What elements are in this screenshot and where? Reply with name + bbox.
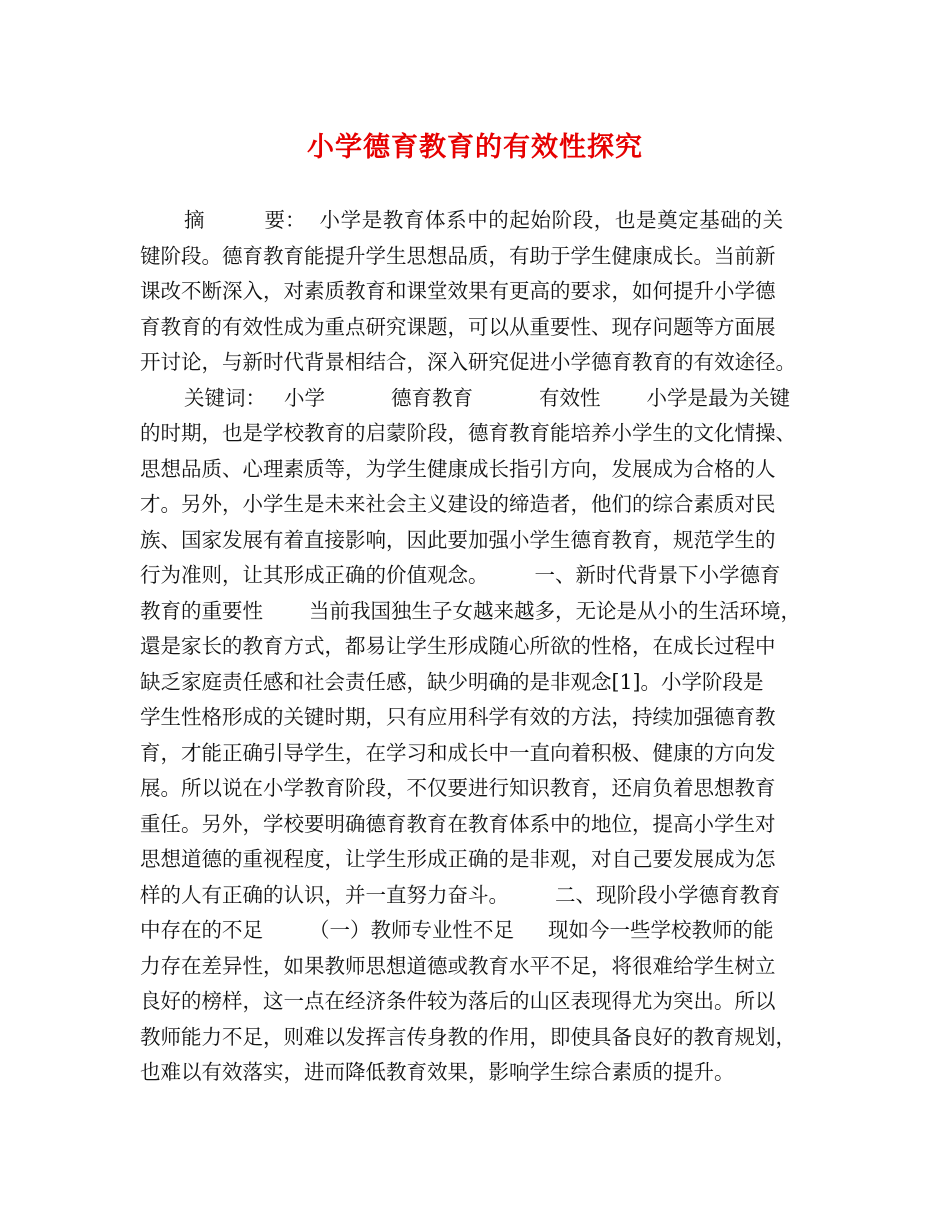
text-line: 力存在差异性，如果教师思想道德或教育水平不足，将很难给学生树立	[140, 953, 776, 978]
text-line: 才。另外，小学生是未来社会主义建设的缔造者，他们的综合素质对民	[140, 492, 776, 516]
text-line: 族、国家发展有着直接影响，因此要加强小学生德育教育，规范学生的	[140, 527, 776, 552]
text-line: 学生性格形成的关键时期，只有应用科学有效的方法，持续加强德育教	[140, 705, 776, 729]
text-segment: 样的人有正确的认识，并一直努力奋斗。	[140, 882, 509, 907]
text-segment: 行为准则，让其形成正确的价值观念。	[140, 563, 489, 587]
keyword: 小学	[284, 385, 325, 410]
text-line: 也难以有效落实，进而降低教育效果，影响学生综合素质的提升。	[140, 1060, 735, 1084]
abstract-label-2: 要：	[264, 208, 306, 232]
document-title: 小学德育教育的有效性探究	[307, 132, 643, 163]
keyword: 有效性	[539, 385, 601, 410]
text-line: 育教育的有效性成为重点研究课题，可以从重要性、现存问题等方面展	[140, 314, 776, 339]
keyword: 德育教育	[391, 385, 473, 410]
text-line: 重任。另外，学校要明确德育教育在教育体系中的地位，提高小学生对	[140, 811, 776, 836]
section-heading: 一、新时代背景下小学德育	[534, 563, 781, 587]
text-line: 小学是教育体系中的起始阶段，也是奠定基础的关	[319, 208, 784, 232]
section-heading: 教育的重要性	[140, 598, 263, 623]
text-segment: 当前我国独生子女越来越多，无论是从小的生活环境，	[309, 598, 801, 623]
keywords-tail: 小学是最为关键	[646, 385, 790, 410]
abstract-line	[140, 203, 818, 239]
text-line: 還是家长的教育方式，都易让学生形成随心所欲的性格，在成长过程中	[140, 634, 776, 658]
keywords-label: 关键词：	[184, 385, 266, 410]
text-line: 思想道德的重视程度，让学生形成正确的是非观，对自己要发展成为怎	[140, 847, 776, 871]
text-line: 的时期，也是学校教育的启蒙阶段，德育教育能培养小学生的文化情操、	[140, 421, 796, 445]
text-line: 教师能力不足，则难以发挥言传身教的作用，即使具备良好的教育规划，	[140, 1024, 796, 1049]
text-line: 课改不断深入，对素质教育和课堂效果有更高的要求，如何提升小学德	[140, 279, 776, 303]
text-segment: 现如今一些学校教师的能	[548, 918, 774, 942]
text-line: 开讨论，与新时代背景相结合，深入研究促进小学德育教育的有效途径。	[140, 350, 796, 374]
text-line: 展。所以说在小学教育阶段，不仅要进行知识教育，还肩负着思想教育	[140, 776, 776, 800]
text-line	[140, 594, 818, 630]
text-line	[140, 878, 818, 914]
keywords-line	[140, 381, 818, 417]
text-line	[140, 913, 818, 949]
text-line: 育，才能正确引导学生，在学习和成长中一直向着积极、健康的方向发	[140, 740, 776, 765]
text-line: 键阶段。德育教育能提升学生思想品质，有助于学生健康成长。当前新	[140, 243, 776, 268]
section-heading: 二、现阶段小学德育教育	[555, 882, 781, 907]
text-line	[140, 558, 818, 594]
abstract-label-1: 摘	[184, 208, 205, 232]
text-line: 缺乏家庭责任感和社会责任感，缺少明确的是非观念[1]。小学阶段是	[140, 669, 764, 694]
document-body	[140, 203, 818, 1091]
subsection-heading: （一）教师专业性不足	[309, 918, 514, 942]
text-line: 思想品质、心理素质等，为学生健康成长指引方向，发展成为合格的人	[140, 456, 776, 481]
text-line: 良好的榜样，这一点在经济条件较为落后的山区表现得尤为突出。所以	[140, 989, 776, 1013]
section-heading: 中存在的不足	[140, 918, 263, 942]
